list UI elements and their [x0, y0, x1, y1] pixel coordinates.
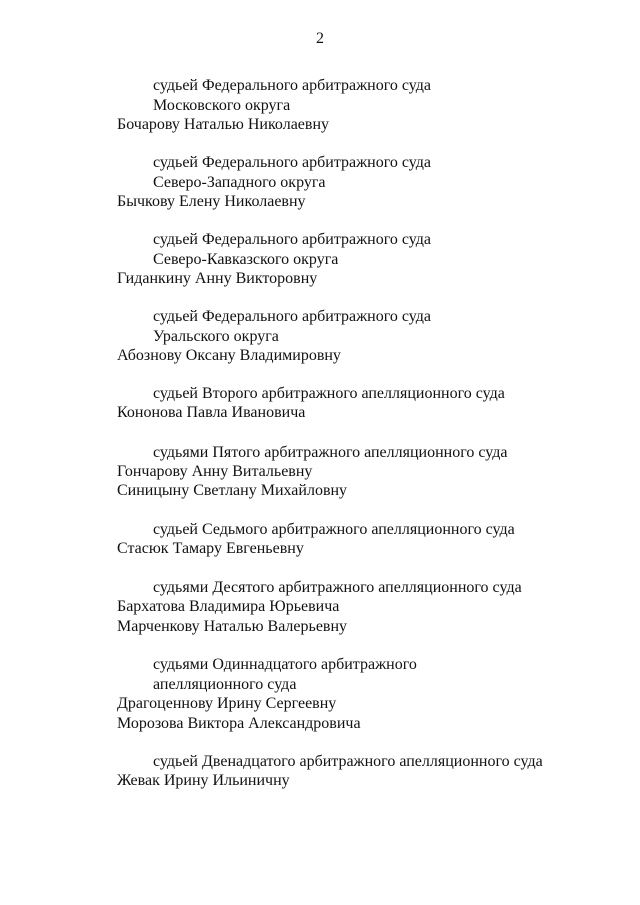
- court-position-line: судьей Федерального арбитражного суда: [153, 77, 432, 94]
- judge-name: Стасюк Тамару Евгеньевну: [117, 540, 304, 557]
- court-position-line: судьями Десятого арбитражного апелляционного суда: [153, 579, 522, 596]
- court-position-line: Северо-Кавказского округа: [153, 251, 339, 268]
- judge-name: Бочарову Наталью Николаевну: [117, 116, 330, 133]
- page-number: 2: [316, 30, 324, 47]
- court-position-line: апелляционного суда: [153, 676, 297, 693]
- judge-name: Абознову Оксану Владимировну: [117, 347, 341, 364]
- court-position-line: Московского округа: [153, 97, 291, 114]
- judge-name: Кононова Павла Ивановича: [117, 404, 306, 421]
- court-position-line: судьей Федерального арбитражного суда: [153, 154, 432, 171]
- court-position-line: судьей Второго арбитражного апелляционного суда: [153, 385, 505, 402]
- judge-name: Марченкову Наталью Валерьевну: [117, 618, 348, 635]
- judge-name: Бархатова Владимира Юрьевича: [117, 598, 340, 615]
- court-position-line: судьями Пятого арбитражного апелляционного суда: [153, 444, 508, 461]
- court-position-line: судьей Федерального арбитражного суда: [153, 231, 432, 248]
- court-position-line: судьей Седьмого арбитражного апелляционного суда: [153, 521, 515, 538]
- court-position-line: Северо-Западного округа: [153, 174, 326, 191]
- court-position-line: судьей Двенадцатого арбитражного апелляционного суда: [153, 753, 543, 770]
- court-position-line: судьей Федерального арбитражного суда: [153, 308, 432, 325]
- judge-name: Бычкову Елену Николаевну: [117, 193, 306, 210]
- judge-name: Морозова Виктора Александровича: [117, 715, 361, 732]
- judge-name: Жевак Ирину Ильиничну: [117, 772, 290, 789]
- judge-name: Гиданкину Анну Викторовну: [117, 270, 318, 287]
- judge-name: Драгоценнову Ирину Сергеевну: [117, 695, 337, 712]
- court-position-line: судьями Одиннадцатого арбитражного: [153, 656, 417, 673]
- judge-name: Синицыну Светлану Михайловну: [117, 482, 348, 499]
- court-position-line: Уральского округа: [153, 328, 279, 345]
- judge-name: Гончарову Анну Витальевну: [117, 463, 313, 480]
